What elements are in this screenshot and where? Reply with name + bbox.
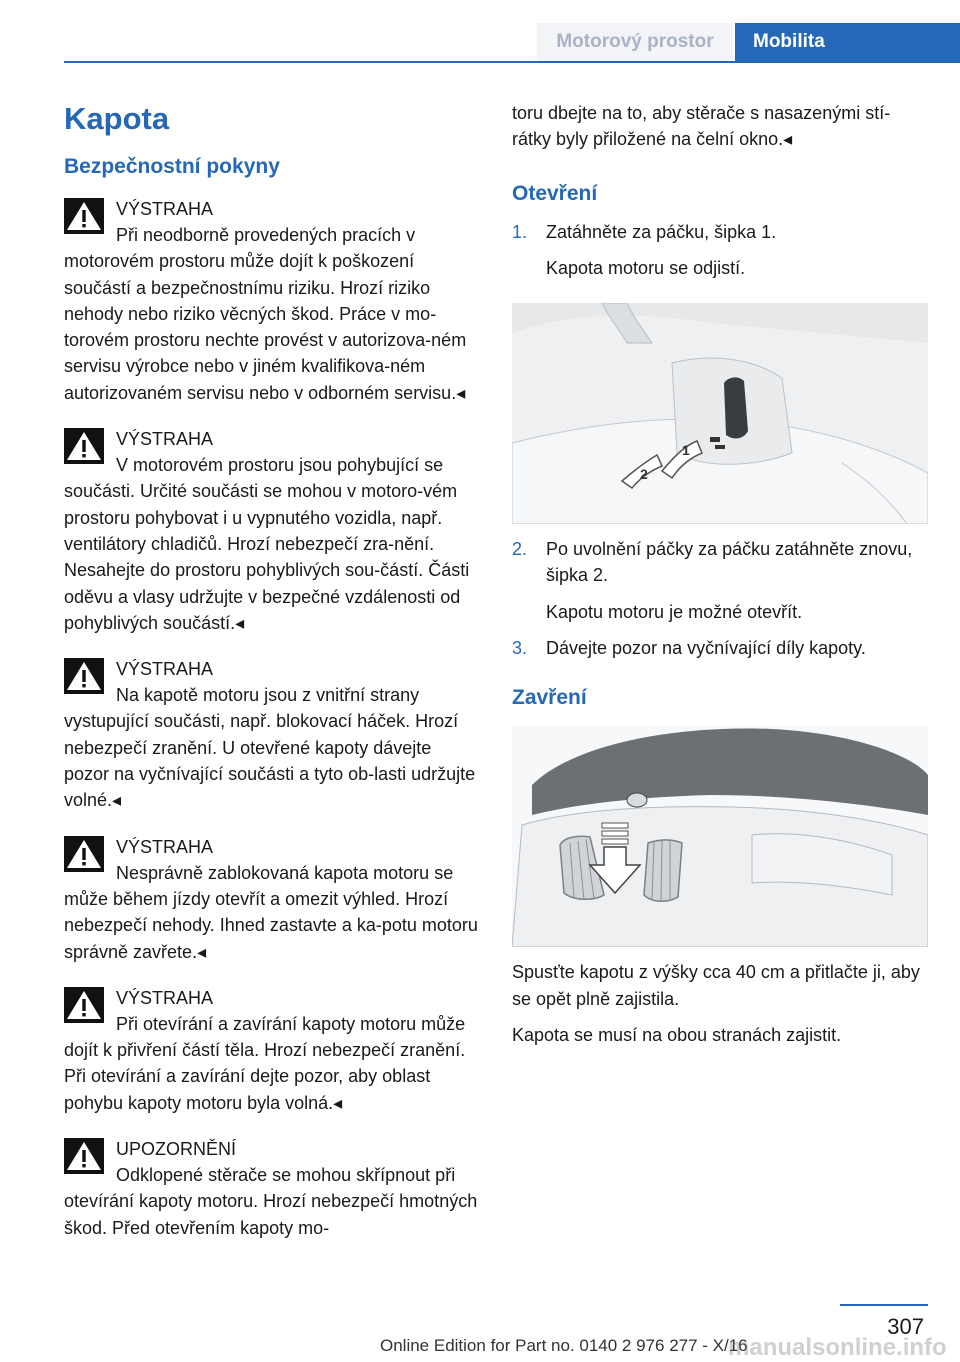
arrow-label-2: 2 [640,466,648,483]
footer-rule [840,1304,928,1306]
warning-text: Na kapotě motoru jsou z vnitřní strany vystupující součásti, např. blokovací háček. Hrozí nebezpečí zranění. U otevřené kapoty dávejte pozor na vyčnívající součásti a tyto ob-lasti udržujte volné.◂ [64,685,476,811]
right-column [512,100,928,1048]
section-heading-close: Zavření [512,686,587,710]
page-number: 307 [887,1314,924,1339]
warning-triangle-icon [64,1138,104,1174]
warning-triangle-icon [64,836,104,872]
warning-triangle-icon [64,658,104,694]
section-heading-open: Otevření [512,181,598,205]
step-result: Kapotu motoru je možné otevřít. [546,601,803,622]
section-heading-safety: Bezpečnostní pokyny [64,155,280,178]
warning-text: Při otevírání a zavírání kapoty motoru může dojít k přivření částí těla. Hrozí nebezpečí zranění. Při otevírání a zavírání dejte pozor, aby oblast pohybu kapoty motoru byla volná.◂ [64,1013,466,1113]
tab-motorovy-prostor[interactable]: Motorový prostor [537,23,733,61]
warning-label: VÝSTRAHA [116,429,214,450]
warning-block [64,426,480,636]
step-number: 1. [512,221,528,242]
step-text: Po uvolnění páčky za páčku zatáhněte znovu, šipka 2. [546,539,913,586]
warning-label: VÝSTRAHA [116,987,214,1008]
warning-block [64,985,480,1116]
step-number: 3. [512,638,528,659]
warning-triangle-icon [64,198,104,234]
step-item [512,536,928,625]
footer-edition: Online Edition for Part no. 0140 2 976 277 - X/16 [380,1336,748,1355]
step-result: Kapota motoru se odjistí. [546,257,746,278]
warning-block [64,196,480,406]
warning-text: V motorovém prostoru jsou pohybující se součásti. Určité součásti se mohou v motoro-vém prostoru pohybovat i u vypnutého vozidla, např. ventilátory chladičů. Hrozí nebezpečí zra-nění. Nesahejte do prostoru pohyblivých sou-částí. Části oděvu a vlasy udržujte v bezpečné vzdálenosti od pohyblivých součástí.◂ [64,455,470,633]
hood-closing-illustration [512,725,928,947]
step-number: 2. [512,539,528,560]
watermark: manualsonline.info [728,1334,947,1361]
hood-release-lever-image [512,303,928,524]
close-instruction: Spusťte kapotu z výšky cca 40 cm a přitlačte ji, aby se opět plně zajistila. [512,962,920,1009]
left-column [64,96,480,1261]
arrow-label-1: 1 [682,442,690,459]
warning-text: Při neodborně provedených pracích v motorovém prostoru může dojít k poškození součástí a bezpečnostnímu riziku. Hrozí riziko nehody nebo riziko věcných škod. Práce v mo-torovém prostoru nechte provést v autorizova-ném servisu výrobce nebo v jiném kvalifikova-ném autorizovaném servisu nebo v odborném servisu.◂ [64,225,467,403]
tab-mobilita[interactable]: Mobilita [735,23,960,61]
page-title: Kapota [64,101,170,136]
step-text: Dávejte pozor na vyčnívající díly kapoty. [546,638,866,659]
close-note: Kapota se musí na obou stranách zajistit. [512,1024,842,1045]
warning-block [64,834,480,965]
warning-label: VÝSTRAHA [116,199,214,219]
warning-block [64,656,480,813]
open-steps-continued [512,536,928,661]
notice-label: UPOZORNĚNÍ [116,1139,237,1160]
step-item [512,219,928,282]
notice-block [64,1136,480,1241]
step-item [512,635,928,661]
page-header [0,23,960,63]
warning-text: Nesprávně zablokovaná kapota motoru se může během jízdy otevřít a omezit výhled. Hrozí nebezpečí nehody. Ihned zastavte a ka-potu motoru správně zavřete.◂ [64,862,478,962]
warning-label: VÝSTRAHA [116,659,214,680]
warning-label: VÝSTRAHA [116,836,214,857]
open-steps [512,219,928,282]
step-text: Zatáhněte za páčku, šipka 1. [546,221,777,242]
continued-text: toru dbejte na to, aby stěrače s nasazenými stí-rátky byly přiložené na čelní okno.◂ [512,103,891,150]
notice-text: Odklopené stěrače se mohou skřípnout při otevírání kapoty motoru. Hrozí nebezpečí hmotných škod. Před otevřením kapoty mo- [64,1165,478,1238]
warning-triangle-icon [64,987,104,1023]
warning-triangle-icon [64,428,104,464]
header-rule [64,61,960,63]
hood-release-lever-illustration [512,303,928,524]
hood-closing-image [512,725,928,947]
